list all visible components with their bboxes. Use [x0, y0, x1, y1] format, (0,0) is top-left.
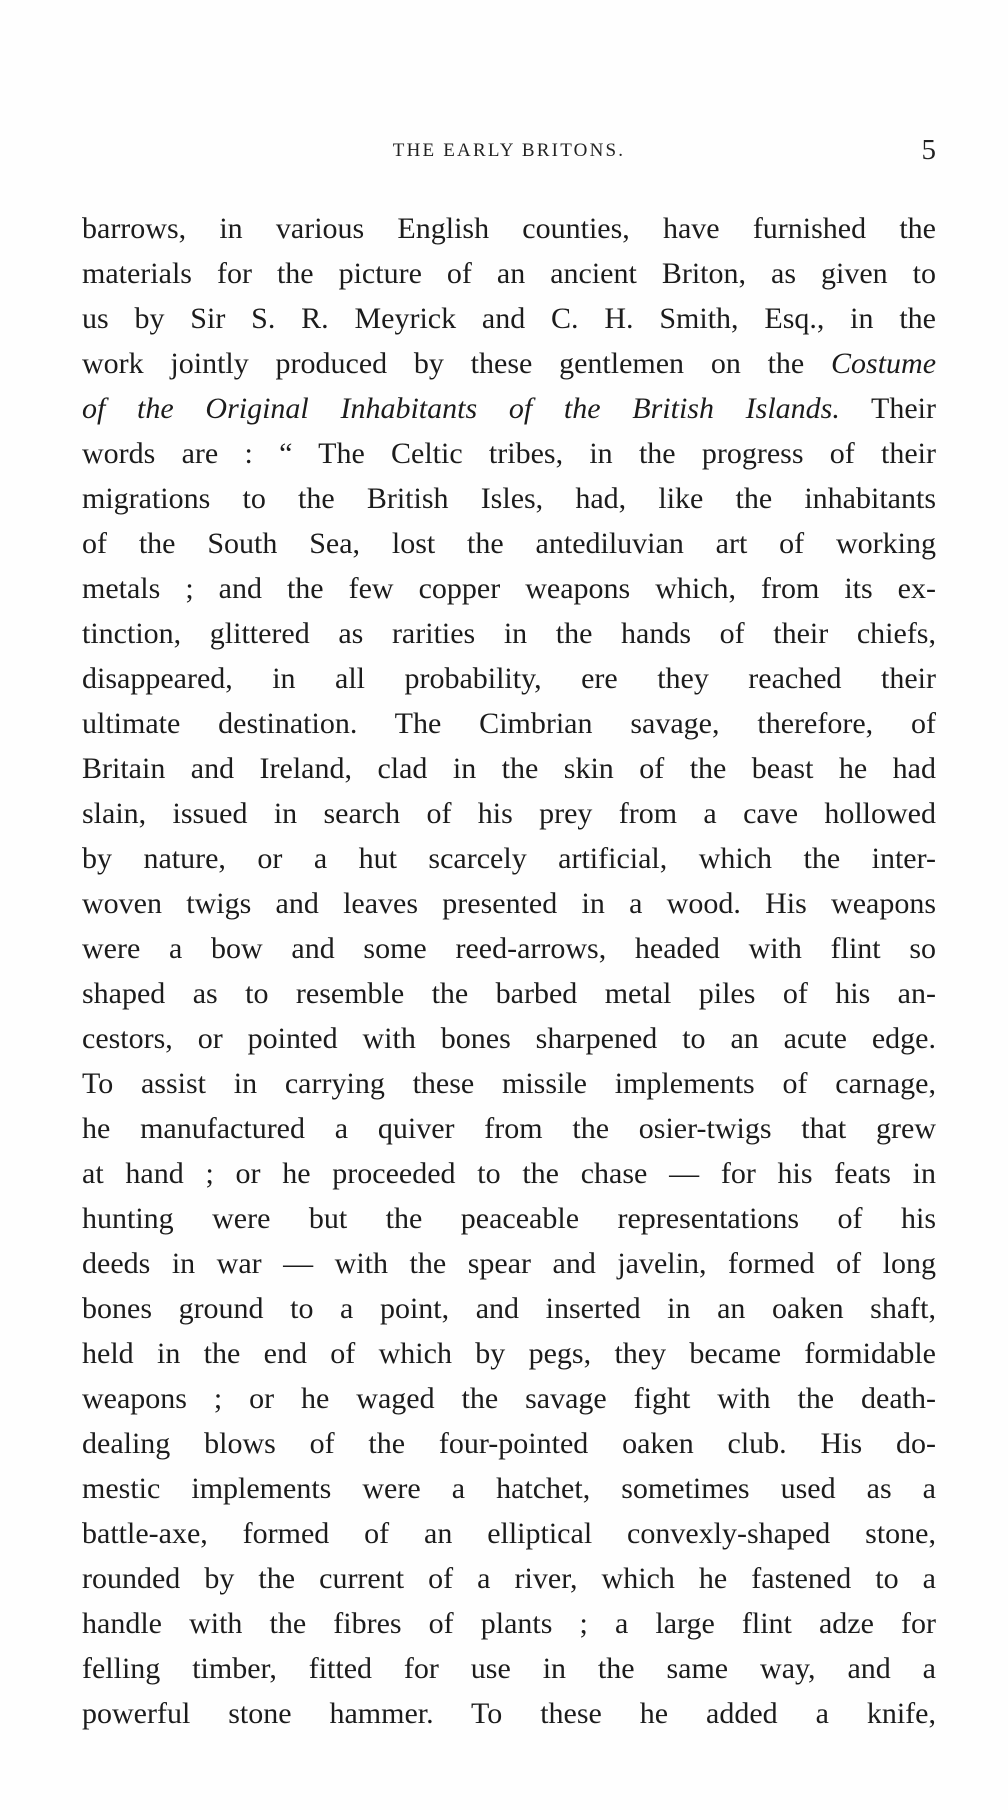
text-line: weapons ; or he waged the savage fight with the death-	[82, 1382, 936, 1415]
text-line: barrows, in various English counties, have furnished the	[82, 212, 936, 245]
text-line: powerful stone hammer. To these he added a knife,	[82, 1697, 936, 1730]
text-line: felling timber, fitted for use in the same way, and a	[82, 1652, 936, 1685]
text-line: us by Sir S. R. Meyrick and C. H. Smith, Esq., in the	[82, 302, 936, 335]
text-line	[82, 386, 936, 431]
text-line: materials for the picture of an ancient Briton, as given to	[82, 257, 936, 290]
text-line: migrations to the British Isles, had, like the inhabitants	[82, 482, 936, 515]
text-line: tinction, glittered as rarities in the hands of their chiefs,	[82, 617, 936, 650]
text-line: ultimate destination. The Cimbrian savage, therefore, of	[82, 707, 936, 740]
text-line: handle with the fibres of plants ; a large flint adze for	[82, 1607, 936, 1640]
running-title: THE EARLY BRITONS.	[392, 140, 626, 161]
text-line: were a bow and some reed-arrows, headed with flint so	[82, 932, 936, 965]
text-line: by nature, or a hut scarcely artificial, which the inter-	[82, 842, 936, 875]
text-line: mestic implements were a hatchet, sometimes used as a	[82, 1472, 936, 1505]
text-line: he manufactured a quiver from the osier-twigs that grew	[82, 1112, 936, 1145]
text-line: hunting were but the peaceable representations of his	[82, 1202, 936, 1235]
text-line: words are : “ The Celtic tribes, in the progress of their	[82, 437, 936, 470]
text-line: held in the end of which by pegs, they became formidable	[82, 1337, 936, 1370]
text-line-part: work jointly produced by these gentlemen on the	[82, 347, 805, 380]
text-line: To assist in carrying these missile implements of carnage,	[82, 1067, 936, 1100]
text-line: woven twigs and leaves presented in a wood. His weapons	[82, 887, 936, 920]
italic-title-end: of the Original Inhabitants of the British Islands.	[82, 392, 840, 425]
text-line: rounded by the current of a river, which he fastened to a	[82, 1562, 936, 1595]
text-line: of the South Sea, lost the antediluvian art of working	[82, 527, 936, 560]
text-line: slain, issued in search of his prey from a cave hollowed	[82, 797, 936, 830]
page-number: 5	[921, 134, 936, 166]
text-line	[82, 341, 936, 386]
text-line: shaped as to resemble the barbed metal piles of his an-	[82, 977, 936, 1010]
text-line: at hand ; or he proceeded to the chase — for his feats in	[82, 1157, 936, 1190]
text-line: disappeared, in all probability, ere they reached their	[82, 662, 936, 695]
text-line: battle-axe, formed of an elliptical convexly-shaped stone,	[82, 1517, 936, 1550]
text-line: cestors, or pointed with bones sharpened to an acute edge.	[82, 1022, 936, 1055]
body-text	[82, 206, 936, 1736]
text-line-part: Their	[871, 392, 936, 425]
text-line: dealing blows of the four-pointed oaken club. His do-	[82, 1427, 936, 1460]
text-line: Britain and Ireland, clad in the skin of the beast he had	[82, 752, 936, 785]
running-head	[82, 134, 936, 174]
text-line: deeds in war — with the spear and javelin, formed of long	[82, 1247, 936, 1280]
text-line: metals ; and the few copper weapons which, from its ex-	[82, 572, 936, 605]
italic-title-start: Costume	[831, 347, 936, 380]
text-line: bones ground to a point, and inserted in an oaken shaft,	[82, 1292, 936, 1325]
